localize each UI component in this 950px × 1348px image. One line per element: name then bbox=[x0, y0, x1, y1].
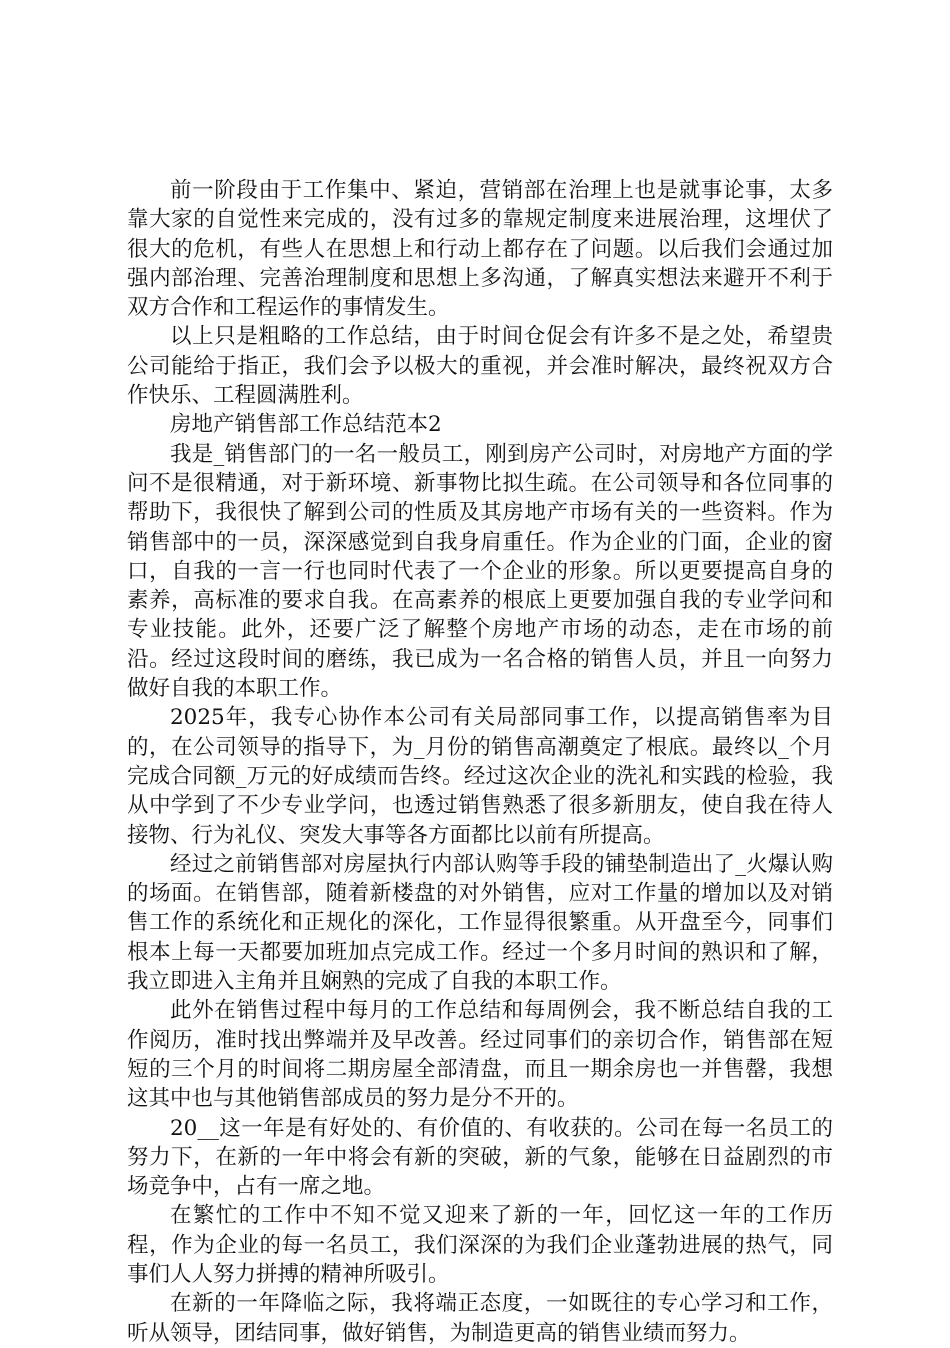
paragraph-management-issues: 前一阶段由于工作集中、紧迫，营销部在治理上也是就事论事，太多靠大家的自觉性来完成的，没有过多的靠规定制度来进展治理，这埋伏了很大的危机，有些人在思想上和行动上都存在了问题。以后我们会通过加强内部治理、完善治理制度和思想上多沟通，了解真实想法来避开不利于双方合作和工程运作的事情发生。 bbox=[127, 178, 833, 321]
paragraph-sales-department-work: 经过之前销售部对房屋执行内部认购等手段的铺垫制造出了_火爆认购的场面。在销售部，随着新楼盘的对外销售，应对工作量的增加以及对销售工作的系统化和正规化的深化，工作显得很繁重。从开盘至今，同事们根本上每一天都要加班加点完成工作。经过一个多月时间的熟识和了解，我立即进入主角并且娴熟的完成了自我的本职工作。 bbox=[127, 851, 833, 995]
paragraph-work-reflection: 在繁忙的工作中不知不觉又迎来了新的一年，回忆这一年的工作历程，作为企业的每一名员工，我们深深的为我们企业蓬勃进展的热气，同事们人人努力拼搏的精神所吸引。 bbox=[127, 1203, 833, 1287]
paragraph-monthly-summary: 此外在销售过程中每月的工作总结和每周例会，我不断总结自我的工作阅历，准时找出弊端并及早改善。经过同事们的亲切合作，销售部在短短的三个月的时间将二期房屋全部清盘，而且一期余房也一并售罄，我想这其中也与其他销售部成员的努力是分不开的。 bbox=[127, 998, 833, 1112]
paragraph-sales-results: 2025年，我专心协作本公司有关局部同事工作，以提高销售率为目的，在公司领导的指导下，为_月份的销售高潮奠定了根底。最终以_个月完成合同额_万元的好成绩而告终。经过这次企业的洗礼和实践的检验，我从中学到了不少专业学问，也透过销售熟悉了很多新朋友，使自我在待人接物、行为礼仪、突发大事等各方面都比以前有所提高。 bbox=[127, 705, 833, 848]
paragraph-new-year-plan: 在新的一年降临之际，我将端正态度，一如既往的专心学习和工作，听从领导，团结同事，做好销售，为制造更高的销售业绩而努力。 bbox=[127, 1291, 833, 1346]
document-body bbox=[127, 176, 833, 1348]
paragraph-year-review: 20__这一年是有好处的、有价值的、有收获的。公司在每一名员工的努力下，在新的一年中将会有新的突破，新的气象，能够在日益剧烈的市场竞争中，占有一席之地。 bbox=[127, 1115, 833, 1200]
paragraph-closing-wishes: 以上只是粗略的工作总结，由于时间仓促会有许多不是之处，希望贵公司能给于指正，我们会予以极大的重视，并会准时解决，最终祝双方合作快乐、工程圆满胜利。 bbox=[127, 324, 833, 409]
paragraph-self-introduction: 我是_销售部门的一名一般员工，刚到房产公司时，对房地产方面的学问不是很精通，对于新环境、新事物比拟生疏。在公司领导和各位同事的帮助下，我很快了解到公司的性质及其房地产市场有关的一些资料。作为销售部中的一员，深深感觉到自我身肩重任。作为企业的门面，企业的窗口，自我的一言一行也同时代表了一个企业的形象。所以更要提高自身的素养，高标准的要求自我。在高素养的根底上更要加强自我的专业学问和专业技能。此外，还要广泛了解整个房地产市场的动态，走在市场的前沿。经过这段时间的磨练，我已成为一名合格的销售人员，并且一向努力做好自我的本职工作。 bbox=[127, 441, 833, 702]
section-heading: 房地产销售部工作总结范本2 bbox=[170, 412, 442, 438]
